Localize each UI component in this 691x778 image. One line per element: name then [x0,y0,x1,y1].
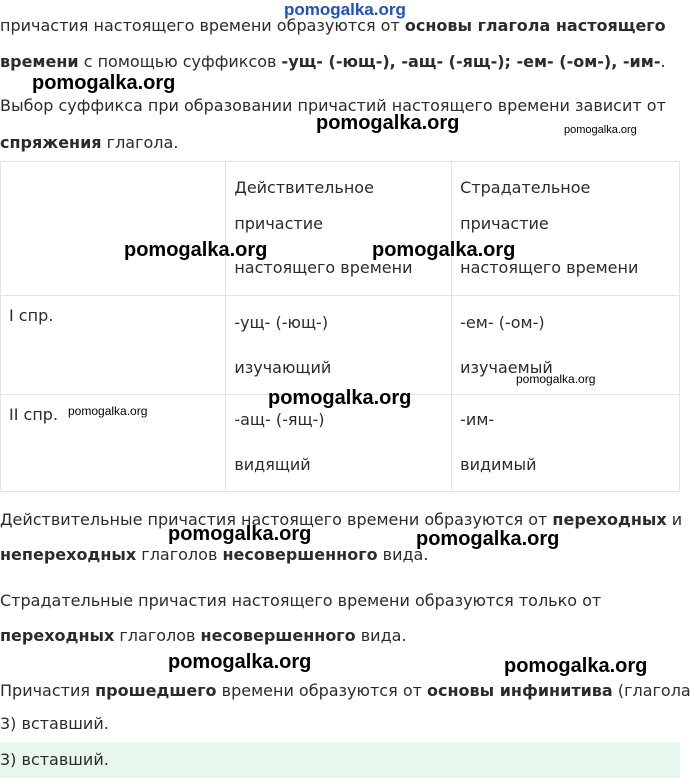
watermark: pomogalka.org [316,112,460,134]
watermark: pomogalka.org [268,387,412,409]
row-1-active: -ущ- (-ющ-) изучающий [226,296,452,395]
header-active-participle: Действительное причастие настоящего времени [226,162,452,296]
intro-line-1: причастия настоящего времени образуются от основы глагола настоящего [0,16,666,35]
row-2-passive: -им- видимый [452,395,680,492]
watermark: pomogalka.org [516,372,596,386]
watermark: pomogalka.org [416,528,560,550]
watermark-top: pomogalka.org [284,0,406,19]
table-header-row [1,162,680,296]
watermark: pomogalka.org [372,239,516,261]
intro-line-3: Выбор суффикса при образовании причастий настоящего времени зависит от [0,96,666,115]
intro-line-4: спряжения глагола. [0,133,179,152]
answer-text: 3) вставший. [0,750,109,769]
answer-box [0,742,680,778]
para1-line-1: Действительные причастия настоящего времени образуются от переходных и [0,510,683,529]
watermark: pomogalka.org [124,239,268,261]
para2-line-1: Страдательные причастия настоящего времени образуются только от [0,591,602,610]
para3-line-1: Причастия прошедшего времени образуются от основы инфинитива (глагола [0,681,691,700]
watermark: pomogalka.org [564,124,637,136]
row-2-active: -ащ- (-ящ-) видящий [226,395,452,492]
row-label-conj-2: II спр. [1,395,226,492]
row-1-passive: -ем- (-ом-) изучаемый [452,296,680,395]
watermark: pomogalka.org [168,651,312,673]
para2-line-2: переходных глаголов несовершенного вида. [0,626,407,645]
para3-line-2: 3) вставший. [0,714,109,733]
suffix-table [0,161,680,492]
row-label-conj-1: I спр. [1,296,226,395]
para1-line-2: непереходных глаголов несовершенного вида. [0,545,429,564]
header-passive-participle: Страдательное причастие настоящего времени [452,162,680,296]
watermark: pomogalka.org [68,404,148,418]
watermark: pomogalka.org [504,655,648,677]
watermark: pomogalka.org [168,523,312,545]
intro-line-2: времени с помощью суффиксов -ущ- (-ющ-), -ащ- (-ящ-); -ем- (-ом-), -им-. [0,52,666,71]
header-empty-cell [1,162,226,296]
watermark: pomogalka.org [32,72,176,94]
